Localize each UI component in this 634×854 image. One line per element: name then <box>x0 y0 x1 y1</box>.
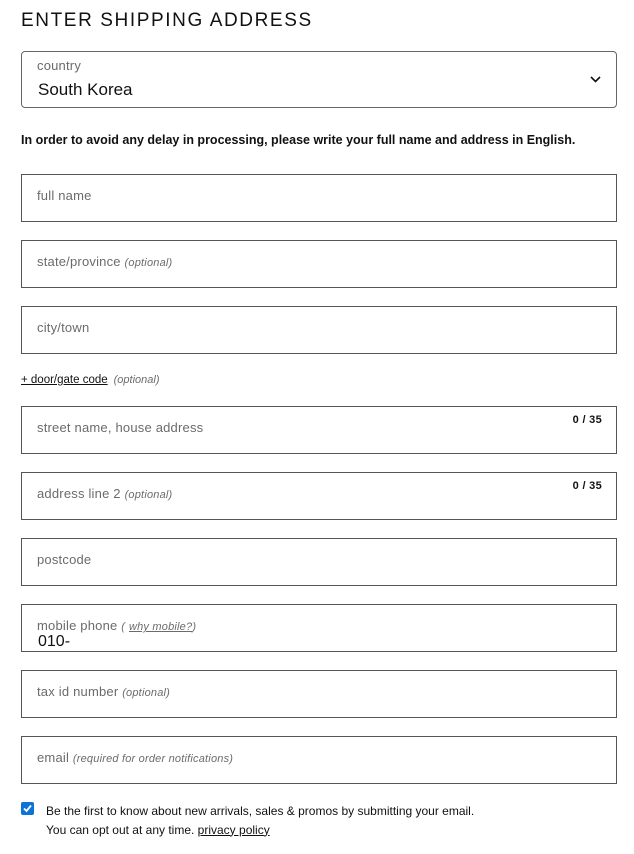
consent-text: Be the first to know about new arrivals, sales & promos by submitting your email. You can opt out at any time. privacy policy <box>46 804 475 837</box>
city-town-label: city/town <box>37 320 90 335</box>
checkmark-icon <box>22 803 33 814</box>
mobile-phone-label: mobile phone ( why mobile?) <box>37 618 197 633</box>
email-field[interactable] <box>21 736 617 784</box>
required-hint: (required for order notifications) <box>72 753 234 765</box>
full-name-field[interactable] <box>21 174 617 222</box>
street-address-field[interactable] <box>21 406 617 454</box>
postcode-label: postcode <box>37 552 92 567</box>
city-town-field[interactable] <box>21 306 617 354</box>
privacy-policy-link[interactable]: privacy policy <box>197 822 270 837</box>
country-value: South Korea <box>38 80 133 99</box>
newsletter-checkbox[interactable] <box>21 802 34 815</box>
email-label: email (required for order notifications) <box>37 750 234 765</box>
state-province-label: state/province (optional) <box>37 254 173 269</box>
door-gate-code-row <box>21 374 160 386</box>
mobile-phone-field[interactable] <box>21 604 617 652</box>
tax-id-label: tax id number (optional) <box>37 684 171 699</box>
character-counter: 0 / 35 <box>572 480 602 492</box>
why-mobile-link[interactable]: why mobile? <box>128 621 193 633</box>
optional-hint: (optional) <box>124 489 173 501</box>
character-counter: 0 / 35 <box>572 414 602 426</box>
mobile-phone-value: 010- <box>38 633 71 650</box>
full-name-label: full name <box>37 188 92 203</box>
optional-hint: (optional) <box>122 687 171 699</box>
english-notice: In order to avoid any delay in processing, please write your full name and address in English. <box>21 133 576 147</box>
optional-hint: (optional) <box>124 257 173 269</box>
address-line-2-field[interactable] <box>21 472 617 520</box>
chevron-down-icon <box>589 73 602 86</box>
state-province-field[interactable] <box>21 240 617 288</box>
country-label: country <box>37 58 82 73</box>
country-select[interactable] <box>21 51 617 108</box>
street-address-label: street name, house address <box>37 420 204 435</box>
postcode-field[interactable] <box>21 538 617 586</box>
door-gate-code-link[interactable]: + door/gate code <box>21 374 108 386</box>
address-line-2-label: address line 2 (optional) <box>37 486 173 501</box>
tax-id-field[interactable] <box>21 670 617 718</box>
optional-hint: (optional) <box>113 374 160 386</box>
page-title: ENTER SHIPPING ADDRESS <box>21 10 313 31</box>
